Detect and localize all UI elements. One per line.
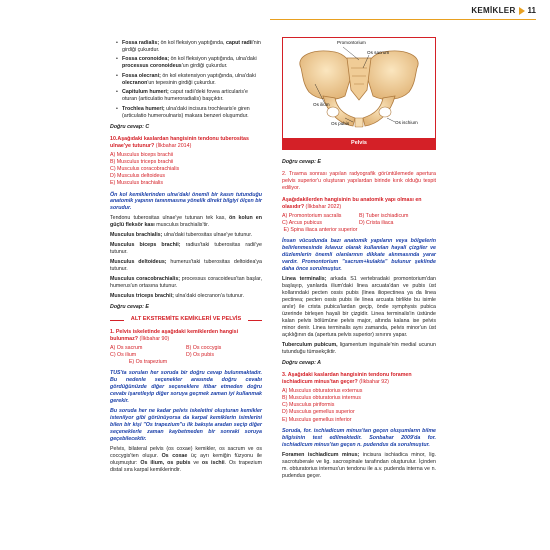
option-d: D) Musculus deltoideus xyxy=(110,173,166,180)
answer-label: Doğru cevap: E xyxy=(110,304,149,311)
list-item: • Fossa olecrani; ön kol ekstensiyon yaptığında, ulna'daki olecranon'un tepesinin girdiği çukurdur. xyxy=(116,73,262,87)
paragraph: Tuberculum pubicum, ligamentum inguinale'nin medial ucunun tutunduğu tümsekçiktir. xyxy=(282,342,436,356)
question-1-title: 1. Pelvis iskeletinde aşağıdaki kemiklerden hangisi bulunmaz? (İlkbahar 90) xyxy=(110,328,239,342)
question-10-options xyxy=(110,152,262,188)
question-2-options xyxy=(282,213,436,234)
right-column xyxy=(282,37,436,483)
label-ischium: Os ischium xyxy=(395,120,418,125)
figure-caption: Pelvis xyxy=(283,138,435,149)
page-header xyxy=(471,6,536,17)
option-c: C) Os ilium xyxy=(110,351,137,358)
option-c: C) Musculus piriformis xyxy=(282,402,335,409)
option-d: D) Musculus gemellus superior xyxy=(282,409,355,416)
tip-note: Ön kol kemiklerinden ulna'daki önemli bir kasın tutunduğu anatomik yapının tanınmasına yönelik direkt bilgiyi ölçen bir sorudur. xyxy=(110,191,262,212)
pelvis-figure xyxy=(282,37,436,150)
list-item: • Fossa radialis; ön kol fleksiyon yaptığında, caput radii'nin girdiği çukurdur. xyxy=(116,40,262,54)
label-promontorium: Promontorium xyxy=(337,40,366,45)
header-title: KEMİKLER xyxy=(471,6,516,15)
paragraph: Musculus biceps brachii; radius'taki tuberositas radii'ye tutunur. xyxy=(110,242,262,256)
paragraph: Linea terminalis; arkada S1 vertebradaki promontorium'dan başlayıp, yanlarda ilium'daki linea arcuata'dan ve pubis üst kollarındaki pecten ossis pubis (linea iliopectinea ya da linea pectinea; pecten ossis pubis ile linea arcuata birlikte bu isimle anılır) ile crista pubica'lardan geçip, önde symphysis pubica üzerinde birleşen hayali bir çizgidir. Linea terminalis'in üstünde kalan pelvis bölümüne pelvis major, altında kalana ise pelvis minor denir. Linea terminalis aynı zamanda, pelvis minor'un üst açıklığının da (apertura pelvis superior) sınırını yapar. xyxy=(282,276,436,339)
option-b: B) Tuber ischiadicum xyxy=(359,212,409,219)
paragraph: Musculus triceps brachii; ulna'daki olecranon'a tutunur. xyxy=(110,293,244,300)
paragraph: Musculus coracobrachialis; processus coracoideus'tan başlar, humerus'un ortasına tutunur. xyxy=(110,276,262,290)
option-b: B) Musculus obturatorius internus xyxy=(282,395,361,402)
tip-note: İnsan vücudunda bazı anatomik yapıların veya bölgelerin belirlenmesinde kılavuz olarak kullanılan hayali çizgiler ve düzlemlerin önemli olanlarının dikkate alınmasında yarar vardır. Promontorium "sacrum+kulakta" bulunur şeklinde daha önce sorulmuştur. xyxy=(282,238,436,273)
header-triangle-icon xyxy=(519,7,525,15)
option-d: D) Os pubis xyxy=(186,351,214,358)
question-3-title: 3. Aşağıdaki kaslardan hangisinin tendonu foramen ischiadicum minus'tan geçer? (İlkbahar 92) xyxy=(282,372,412,386)
option-e: E) Musculus brachialis xyxy=(110,180,163,187)
header-rule xyxy=(270,19,536,20)
tip-note: Soruda, for. ischiadicum minus'tan geçen oluşumların bilme bilgisinin test edilmektedir. Sonbahar 2009'da for. ischiadicum minus'tan geçen n. pudendus da sorulmuştur. xyxy=(282,427,436,448)
section-heading: ALT EKSTREMİTE KEMİKLERİ VE PELVİS xyxy=(110,316,262,323)
option-a: A) Os sacrum xyxy=(110,344,143,351)
option-e: E) Musculus gemellus inferior xyxy=(282,416,352,423)
question-1-options xyxy=(110,345,262,366)
bullet-list xyxy=(110,40,262,120)
paragraph: Tendonu tuberositas ulnae'ye tutunan tek kas, ön kolun en güçlü fleksör kası musculus brachialis'tir. xyxy=(110,215,262,229)
list-item: • Fossa coronoidea; ön kol fleksiyon yaptığında, ulna'daki processus coronoideus'un girdiği çukurdur. xyxy=(116,56,262,70)
label-ilium: Os ilium xyxy=(313,102,330,107)
paragraph: Musculus brachialis; ulna'daki tuberositas ulnae'ye tutunur. xyxy=(110,232,253,239)
option-a: A) Promontorium sacralis xyxy=(282,212,342,219)
answer-label: Doğru cevap: A xyxy=(282,360,321,367)
option-e: E) Os trapezium xyxy=(128,358,168,365)
answer-label: Doğru cevap: E xyxy=(282,159,321,165)
question-2-subtitle: Aşağıdakilerden hangisinin bu anatomik yapı olması en olasıdır? (İlkbahar 2022) xyxy=(282,196,422,210)
paragraph: Pelvis, bilateral pelvis (os coxae) kemikler, os sacrum ve os coccygis'ten oluşur. Os coxae üç ayrı kemiğin füzyonu ile oluşmuştur: Os ilium, os pubis ve os ischii. Os trapezium distal sıra karpal kemiklerindir. xyxy=(110,445,262,473)
option-a: A) Musculus obturatorius externus xyxy=(282,388,363,395)
option-a: A) Musculus biceps brachii xyxy=(110,151,173,158)
question-2-title: 2. Travma sonrası yapılan radyografik görüntülemede apertura pelvis superior'u oluşturan yapılardan birinde kırık olduğu tespit ediliyor. xyxy=(282,170,436,191)
option-d: D) Crista iliaca xyxy=(359,220,394,227)
label-sacrum: Os sacrum xyxy=(367,50,390,55)
question-10-title: 10.Aşağıdaki kaslardan hangisinin tendonu tuberositas ulnae'ye tutunur? (İlkbahar 2014) xyxy=(110,135,249,149)
option-c: C) Musculus coracobrachialis xyxy=(110,166,180,173)
list-item: • Trochlea humeri; ulna'daki incisura trochlearis'e giren (articulatio humeroulnaris) makara benzeri oluşumdur. xyxy=(116,106,262,120)
question-3-options xyxy=(282,388,436,424)
label-pubis: Os pubis xyxy=(331,121,350,126)
option-e: E) Spina iliaca anterior superior xyxy=(283,227,358,234)
tip-note: TUS'ta sorulan her soruda bir doğru cevap bulunmaktadır. Bu nedenle seçenekler arasında doğru cevabı gördüğünüzde diğer seçeneklere itibar etmeden doğru cevabı işaretleyip diğer soruya geçmek zaman iyi kullanmak gerekir. xyxy=(110,370,262,404)
list-item: • Capitulum humeri; caput radii'deki fovea articularis'e oturan (articulatio humeroradialis) başçıktır. xyxy=(116,89,262,103)
left-column xyxy=(110,40,262,477)
option-b: B) Os coccygis xyxy=(186,344,222,351)
answer-label: Doğru cevap: C xyxy=(110,123,150,130)
paragraph: Musculus deltoideus; humerus'taki tuberositas deltoidea'ya tutunur. xyxy=(110,259,263,273)
option-b: B) Musculus triceps brachii xyxy=(110,158,174,165)
option-c: C) Arcus pubicus xyxy=(282,220,323,227)
page-number: 11 xyxy=(527,6,536,15)
tip-note: Bu soruda her ne kadar pelvis iskeletini oluşturan kemikler istenilyor gibi görünüyorsa da karpal kemiklerin isimlerini bilen bir kişi "Os trapezium"u ilk bakışta aradan seçip diğer seçeneklerle zaman kaybetmeden bir sonraki soruya geçebilecektir. xyxy=(110,407,262,442)
paragraph: Foramen ischiadicum minus; incisura ischiadica minor, lig. sacrotuberale ve lig. sacrospinale tarafından oluşturulur. İçinden m. obturatorius internus'un tendonu ile a.v. pudenda interna ve n. pudendus geçer. xyxy=(282,451,436,479)
